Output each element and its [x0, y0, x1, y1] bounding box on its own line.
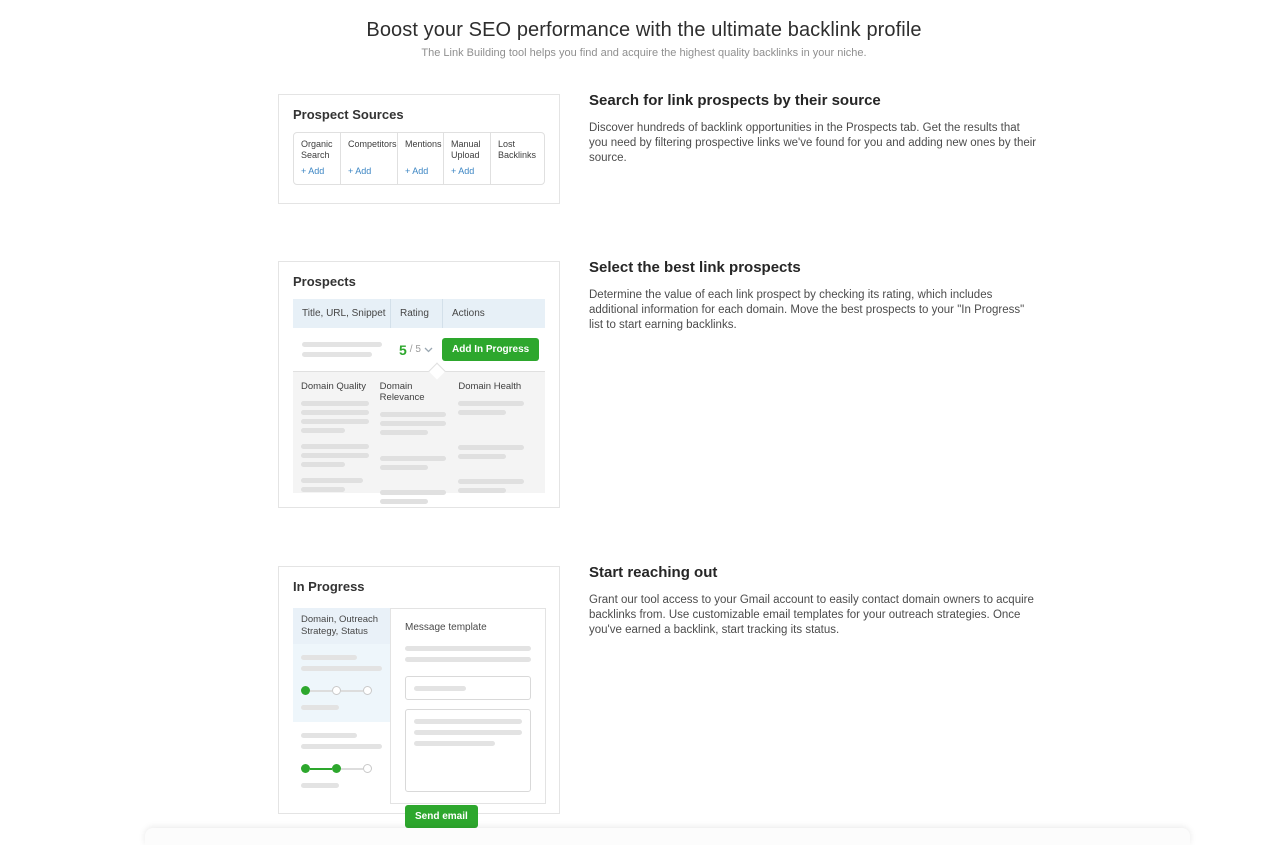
- chevron-down-icon: [424, 347, 433, 353]
- outreach-item[interactable]: [293, 722, 390, 800]
- add-in-progress-button[interactable]: Add In Progress: [442, 338, 539, 361]
- prospect-details-panel: [293, 371, 545, 493]
- message-template-label: Message template: [405, 622, 487, 633]
- card-title-prospect-sources: Prospect Sources: [293, 107, 404, 122]
- placeholder-bar-group: [301, 444, 380, 467]
- placeholder-bar-group: [458, 401, 537, 415]
- placeholder-bar-group: [380, 490, 459, 504]
- placeholder-bar: [405, 646, 531, 651]
- prospects-table-header: [293, 299, 545, 328]
- step-dot-pending: [363, 764, 372, 773]
- page-title: Boost your SEO performance with the ultimate backlink profile: [366, 19, 922, 41]
- section-heading-1: Search for link prospects by their source: [589, 92, 881, 109]
- placeholder-bar-group: [380, 412, 459, 435]
- in-progress-body: [279, 608, 559, 822]
- add-organic-search-link[interactable]: + Add: [301, 166, 325, 176]
- section-body-2: Determine the value of each link prospect by checking its rating, which includes additional information for each domain. Move the best prospects to your "In Progress" list to start earning backlinks.: [589, 289, 1025, 331]
- rating-suffix: / 5: [409, 344, 421, 355]
- step-line: [310, 768, 332, 770]
- placeholder-bar: [414, 741, 495, 746]
- source-label: Mentions: [405, 139, 442, 149]
- column-header-rating: Rating: [390, 299, 442, 328]
- step-dot-done: [301, 686, 310, 695]
- status-stepper: [301, 686, 382, 695]
- placeholder-bar: [302, 352, 372, 357]
- placeholder-bar: [301, 705, 339, 710]
- rating-dropdown[interactable]: [390, 342, 442, 358]
- placeholder-bar-group: [301, 401, 380, 433]
- detail-column-domain-quality: [301, 381, 380, 493]
- outreach-item-selected[interactable]: [293, 644, 390, 722]
- in-progress-card: [278, 566, 560, 822]
- step-line: [310, 690, 332, 692]
- card-title-in-progress: In Progress: [293, 579, 365, 594]
- outreach-list: [293, 608, 390, 800]
- placeholder-bar-group: [380, 456, 459, 470]
- placeholder-bar: [301, 744, 382, 749]
- source-cell-lost-backlinks: [491, 133, 544, 184]
- step-dot-done: [301, 764, 310, 773]
- placeholder-bar: [405, 657, 531, 662]
- placeholder-bar: [414, 719, 522, 724]
- section-heading-3: Start reaching out: [589, 564, 718, 581]
- placeholder-bar-group: [405, 646, 531, 662]
- placeholder-bar: [301, 733, 357, 738]
- column-header-title-url-snippet: Title, URL, Snippet: [302, 308, 386, 319]
- placeholder-bar-group: [458, 479, 537, 493]
- detail-column-domain-health: [458, 381, 537, 493]
- page-subtitle: The Link Building tool helps you find and acquire the highest quality backlinks in your niche.: [421, 47, 867, 59]
- placeholder-bar: [301, 655, 357, 660]
- prospect-sources-table: [293, 132, 545, 185]
- detail-column-header: Domain Relevance: [379, 381, 425, 403]
- step-dot-pending: [363, 686, 372, 695]
- outreach-list-header: Domain, Outreach Strategy, Status: [293, 608, 390, 644]
- message-template-panel: [390, 608, 546, 822]
- placeholder-bar: [301, 666, 382, 671]
- step-line: [341, 768, 363, 770]
- source-cell-mentions: [398, 133, 444, 184]
- detail-column-header: Domain Quality: [301, 381, 366, 392]
- status-stepper: [301, 764, 382, 773]
- card-title-prospects: Prospects: [293, 274, 356, 289]
- rating-value: 5: [399, 341, 407, 358]
- section-copy-2: [589, 259, 1041, 333]
- prospects-card: [278, 261, 560, 508]
- send-email-button[interactable]: Send email: [405, 805, 478, 828]
- subject-input[interactable]: [405, 676, 531, 700]
- column-header-actions: Actions: [442, 299, 545, 328]
- source-label: Lost Backlinks: [498, 139, 537, 160]
- prospect-title-placeholder: [293, 342, 390, 357]
- next-section-panel-edge: [145, 828, 1190, 845]
- add-mentions-link[interactable]: + Add: [405, 166, 429, 176]
- section-body-3: Grant our tool access to your Gmail account to easily contact domain owners to acquire backlinks from. Use customizable email templates for your outreach strategies. Once you've earned a backlink, start tracking its status.: [589, 594, 1034, 636]
- step-dot-pending: [332, 686, 341, 695]
- placeholder-bar-group: [301, 478, 380, 492]
- source-label: Manual Upload: [451, 139, 481, 160]
- placeholder-bar: [414, 686, 466, 691]
- section-copy-3: [589, 564, 1041, 638]
- prospect-row: [293, 328, 545, 371]
- add-manual-upload-link[interactable]: + Add: [451, 166, 475, 176]
- detail-column-domain-relevance: [380, 381, 459, 493]
- step-dot-done: [332, 764, 341, 773]
- detail-column-header: Domain Health: [458, 381, 522, 392]
- section-copy-1: [589, 92, 1041, 166]
- placeholder-bar: [302, 342, 382, 347]
- source-cell-competitors: [341, 133, 398, 184]
- source-cell-manual-upload: [444, 133, 491, 184]
- source-label: Competitors: [348, 139, 397, 149]
- placeholder-bar-group: [458, 445, 537, 459]
- source-label: Organic Search: [301, 139, 333, 160]
- prospect-sources-card: [278, 94, 560, 204]
- source-cell-organic-search: [294, 133, 341, 184]
- section-body-1: Discover hundreds of backlink opportunities in the Prospects tab. Get the results that you need by filtering prospective links we've found for you and adding new ones by their source.: [589, 122, 1037, 164]
- step-line: [341, 690, 363, 692]
- message-textarea[interactable]: [405, 709, 531, 792]
- add-competitors-link[interactable]: + Add: [348, 166, 372, 176]
- placeholder-bar: [301, 783, 339, 788]
- placeholder-bar: [414, 730, 522, 735]
- section-heading-2: Select the best link prospects: [589, 259, 801, 276]
